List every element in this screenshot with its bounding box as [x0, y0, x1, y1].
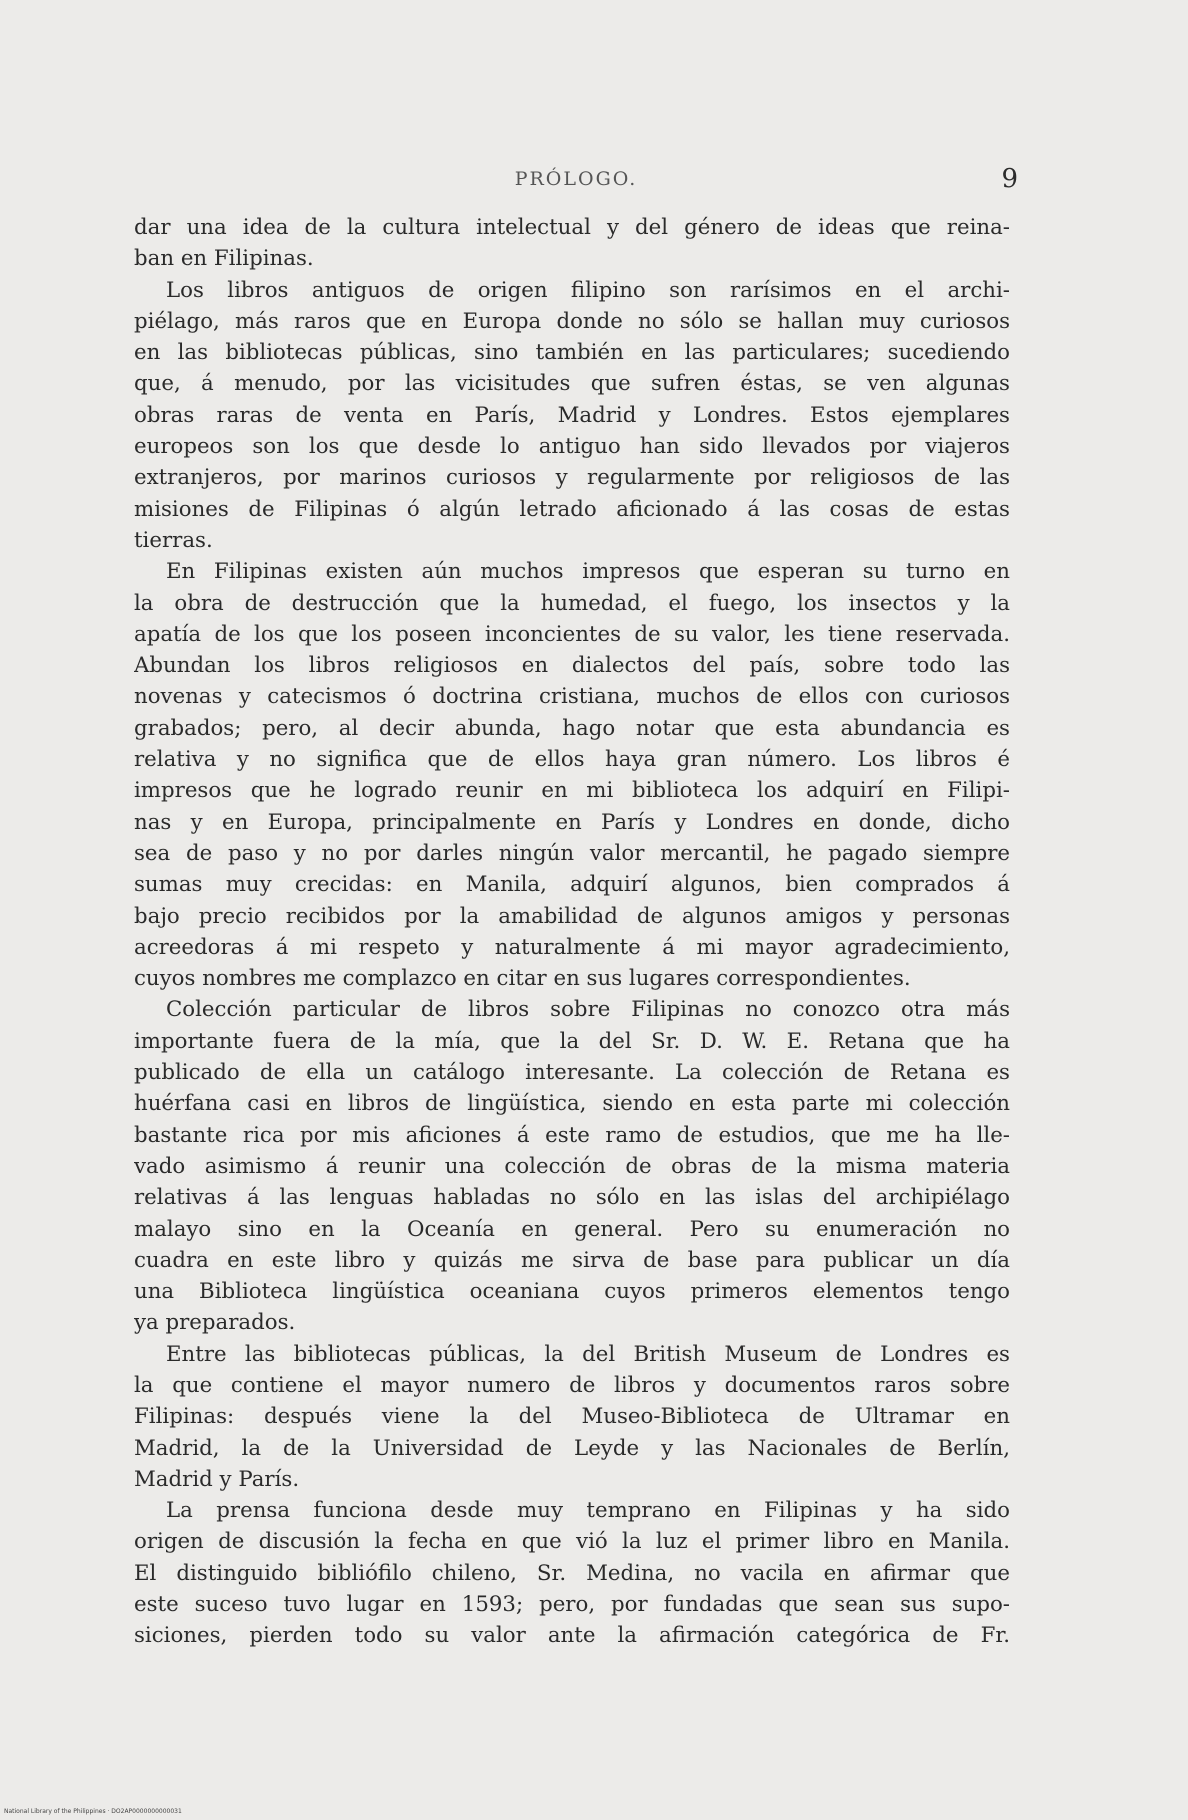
text-line: cuyos nombres me complazco en citar en sus lugares correspondientes.: [134, 966, 911, 992]
text-line: bastante rica por mis aficiones á este ramo de estudios, que me ha lle-: [134, 1122, 1010, 1148]
paragraph-start-line: En Filipinas existen aún muchos impresos que esperan su turno en: [166, 559, 1010, 585]
text-line: apatía de los que los poseen inconcientes de su valor, les tiene reservada.: [134, 621, 1010, 647]
text-line: que, á menudo, por las vicisitudes que sufren éstas, se ven algunas: [134, 371, 1010, 397]
paragraph-start-line: Colección particular de libros sobre Filipinas no conozco otra más: [166, 997, 1010, 1023]
text-line: ya preparados.: [134, 1310, 296, 1336]
scan-credit: National Library of the Philippines · DO2AP0000000000031: [4, 1808, 182, 1815]
text-line: cuadra en este libro y quizás me sirva de base para publicar un día: [134, 1247, 1010, 1273]
text-line: Abundan los libros religiosos en dialectos del país, sobre todo las: [134, 653, 1010, 679]
text-line: siciones, pierden todo su valor ante la afirmación categórica de Fr.: [134, 1623, 1010, 1649]
text-line: la que contiene el mayor numero de libros y documentos raros sobre: [134, 1372, 1010, 1398]
text-line: vado asimismo á reunir una colección de obras de la misma materia: [134, 1153, 1010, 1179]
text-line: Madrid, la de la Universidad de Leyde y las Nacionales de Berlín,: [134, 1435, 1010, 1461]
text-line: nas y en Europa, principalmente en París y Londres en donde, dicho: [134, 809, 1010, 835]
page-number: 9: [1001, 164, 1018, 194]
paragraph-start-line: Los libros antiguos de origen filipino son rarísimos en el archi-: [166, 277, 1010, 303]
text-line: sumas muy crecidas: en Manila, adquirí algunos, bien comprados á: [134, 872, 1010, 898]
text-line: sea de paso y no por darles ningún valor mercantil, he pagado siempre: [134, 840, 1010, 866]
text-line: publicado de ella un catálogo interesante. La colección de Retana es: [134, 1060, 1010, 1086]
text-line: impresos que he logrado reunir en mi biblioteca los adquirí en Filipi-: [134, 778, 1010, 804]
text-line: relativa y no significa que de ellos haya gran número. Los libros é: [134, 747, 1010, 773]
text-line: dar una idea de la cultura intelectual y del género de ideas que reina-: [134, 215, 1010, 240]
text-line: Filipinas: después viene la del Museo-Biblioteca de Ultramar en: [134, 1404, 1010, 1430]
text-line: relativas á las lenguas habladas no sólo en las islas del archipiélago: [134, 1185, 1010, 1211]
paragraph-start-line: La prensa funciona desde muy temprano en Filipinas y ha sido: [166, 1498, 1010, 1524]
text-line: obras raras de venta en París, Madrid y Londres. Estos ejemplares: [134, 402, 1010, 428]
text-line: El distinguido bibliófilo chileno, Sr. Medina, no vacila en afirmar que: [134, 1560, 1010, 1586]
text-line: piélago, más raros que en Europa donde no sólo se hallan muy curiosos: [134, 308, 1010, 334]
text-line: bajo precio recibidos por la amabilidad de algunos amigos y personas: [134, 903, 1010, 929]
text-line: la obra de destrucción que la humedad, el fuego, los insectos y la: [134, 590, 1010, 616]
text-line: importante fuera de la mía, que la del Sr. D. W. E. Retana que ha: [134, 1028, 1010, 1054]
text-line: Madrid y París.: [134, 1466, 300, 1492]
text-line: ban en Filipinas.: [134, 246, 314, 272]
running-head: [134, 164, 1018, 198]
text-line: extranjeros, por marinos curiosos y regularmente por religiosos de las: [134, 465, 1010, 491]
body-text: [134, 212, 1010, 1652]
text-line: novenas y catecismos ó doctrina cristiana, muchos de ellos con curiosos: [134, 684, 1010, 710]
text-line: una Biblioteca lingüística oceaniana cuyos primeros elementos tengo: [134, 1279, 1010, 1305]
text-line: grabados; pero, al decir abunda, hago notar que esta abundancia es: [134, 715, 1010, 741]
text-line: misiones de Filipinas ó algún letrado aficionado á las cosas de estas: [134, 496, 1010, 522]
text-line: origen de discusión la fecha en que vió la luz el primer libro en Manila.: [134, 1529, 1010, 1555]
text-line: malayo sino en la Oceanía en general. Pero su enumeración no: [134, 1216, 1010, 1242]
text-line: huérfana casi en libros de lingüística, siendo en esta parte mi colección: [134, 1091, 1010, 1117]
running-title: PRÓLOGO.: [514, 168, 638, 190]
text-line: este suceso tuvo lugar en 1593; pero, por fundadas que sean sus supo-: [134, 1592, 1010, 1618]
text-line: europeos son los que desde lo antiguo han sido llevados por viajeros: [134, 434, 1010, 460]
paragraph-start-line: Entre las bibliotecas públicas, la del British Museum de Londres es: [166, 1341, 1010, 1367]
text-line: en las bibliotecas públicas, sino también en las particulares; sucediendo: [134, 340, 1010, 366]
text-line: acreedoras á mi respeto y naturalmente á mi mayor agradecimiento,: [134, 934, 1010, 960]
text-line: tierras.: [134, 527, 213, 553]
